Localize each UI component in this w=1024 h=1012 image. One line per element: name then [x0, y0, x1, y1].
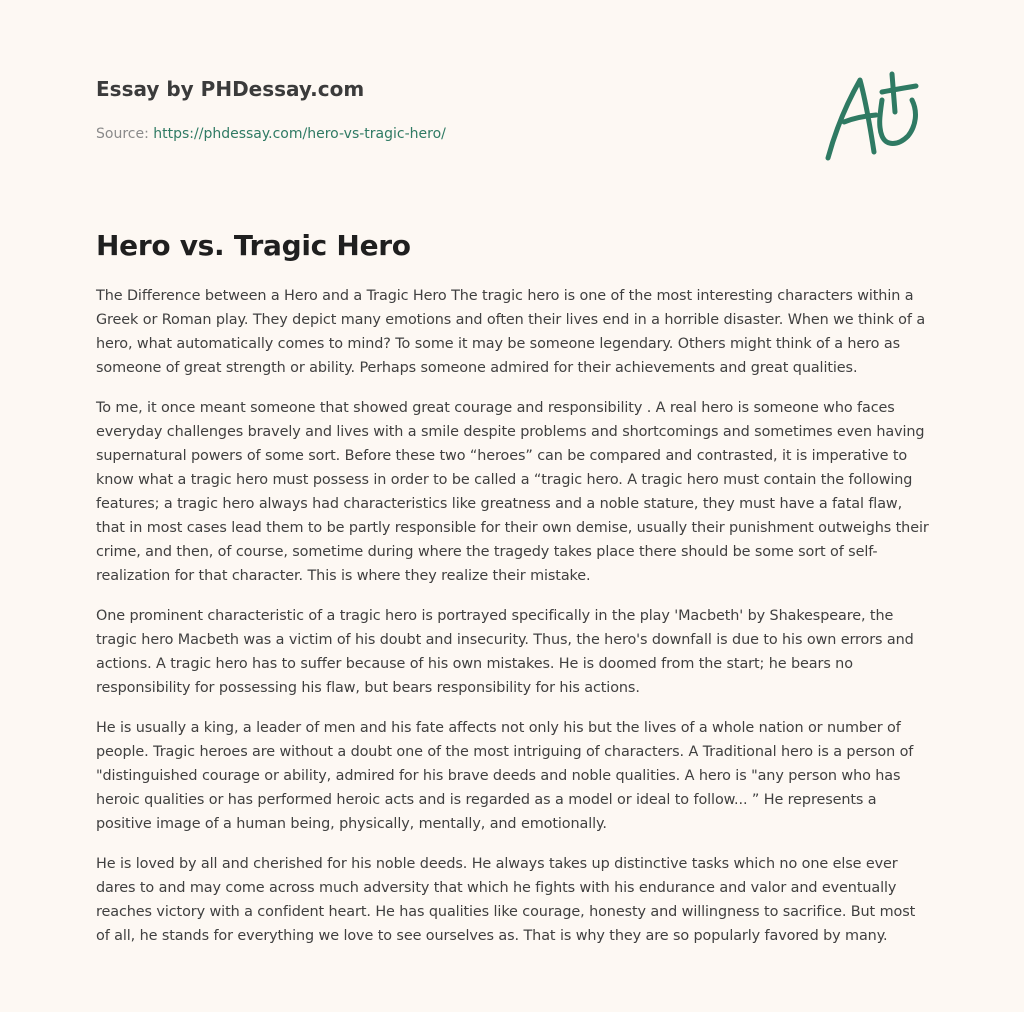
essay-paragraph: He is usually a king, a leader of men and his fate affects not only his but the lives of a whole nation or number of people. Tragic heroes are without a doubt one of the most intriguing of characters. A Traditional hero is a person of "distinguished courage or ability, admired for his brave deeds and noble qualities. A hero is "any person who has heroic qualities or has performed heroic acts and is regarded as a model or ideal to follow... ” He represents a positive image of a human being, physically, mentally, and emotionally. — [96, 720, 914, 832]
essay-paragraph: One prominent characteristic of a tragic hero is portrayed specifically in the play 'Macbeth' by Shakespeare, the tragic hero Macbeth was a victim of his doubt and insecurity. Thus, the hero's downfall is due to his own errors and actions. A tragic hero has to suffer because of his own mistakes. He is doomed from the start; he bears no responsibility for possessing his flaw, but bears responsibility for his actions. — [96, 608, 914, 696]
brand-title: Essay by PHDessay.com — [96, 77, 365, 101]
page-header — [96, 74, 756, 144]
essay-body — [96, 284, 932, 964]
essay-paragraph: The Difference between a Hero and a Tragic Hero The tragic hero is one of the most interesting characters within a Greek or Roman play. They depict many emotions and often their lives end in a horrible disaster. When we think of a hero, what automatically comes to mind? To some it may be someone legendary. Others might think of a hero as someone of great strength or ability. Perhaps someone admired for their achievements and great qualities. — [96, 288, 926, 376]
essay-paragraph: To me, it once meant someone that showed great courage and responsibility . A real hero is someone who faces everyday challenges bravely and lives with a smile despite problems and shortcomings and sometimes even having supernatural powers of some sort. Before these two “heroes” can be compared and contrasted, it is imperative to know what a tragic hero must possess in order to be called a “tragic hero. A tragic hero must contain the following features; a tragic hero always had characteristics like greatness and a noble stature, they must have a fatal flaw, that in most cases lead them to be partly responsible for their own demise, usually their punishment outweighs their crime, and then, of course, sometime during where the tragedy takes place there should be some sort of self-realization for that character. This is where they realize their mistake. — [96, 400, 929, 584]
a-plus-logo-icon — [820, 66, 932, 166]
page-title: Hero vs. Tragic Hero — [96, 229, 411, 262]
source-line — [96, 124, 756, 144]
essay-paragraph: He is loved by all and cherished for his noble deeds. He always takes up distinctive tasks which no one else ever dares to and may come across much adversity that which he fights with his endurance and valor and eventually reaches victory with a confident heart. He has qualities like courage, honesty and willingness to sacrifice. But most of all, he stands for everything we love to see ourselves as. That is why they are so popularly favored by many. — [96, 856, 916, 944]
source-link[interactable]: https://phdessay.com/hero-vs-tragic-hero/ — [153, 126, 446, 142]
source-label: Source: — [96, 126, 154, 142]
